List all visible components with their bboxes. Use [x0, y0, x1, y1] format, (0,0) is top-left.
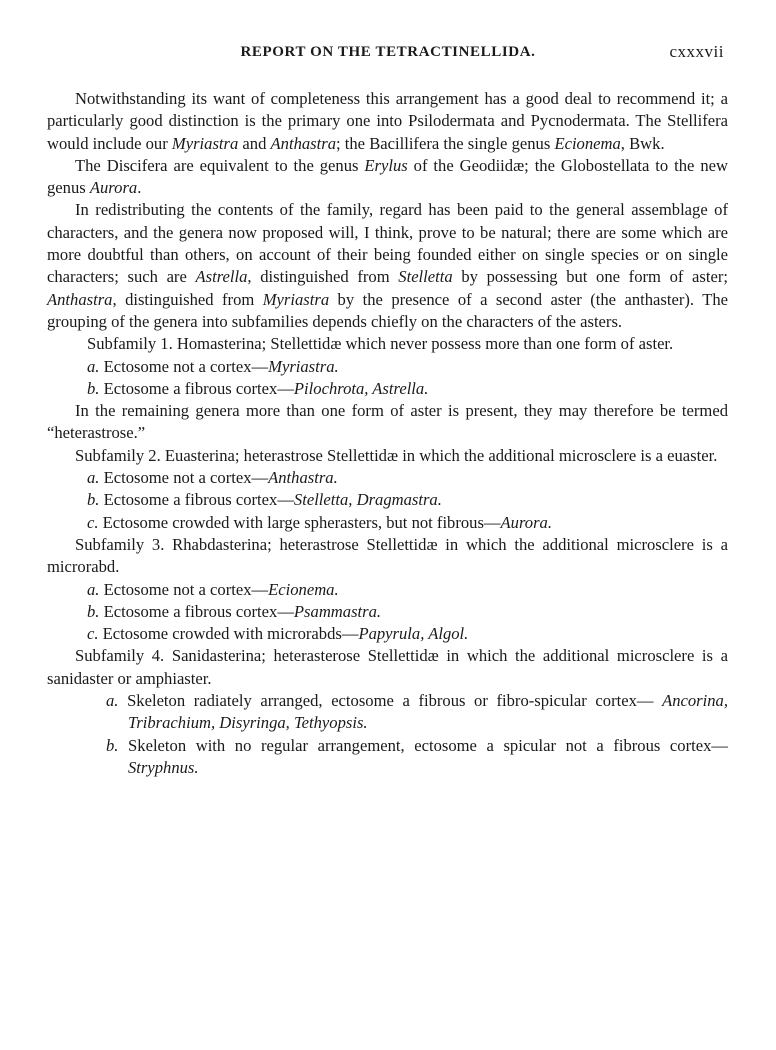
item-genera: Myriastra.: [268, 356, 339, 376]
item-text: Ectosome not a cortex—: [103, 579, 269, 599]
item-genera: Psammastra.: [293, 601, 382, 621]
subfamily-4-heading: Subfamily 4. Sanidasterina; heterasterose Stellettidæ in which the additional microsclere is a sanidaster or amphiaster.: [47, 646, 728, 688]
item-text: Ectosome not a cortex—: [103, 468, 269, 488]
item-text: Ectosome crowded with large spherasters, but not fibrous—: [102, 512, 501, 532]
item-text: Ectosome a fibrous cortex—: [103, 490, 294, 510]
genus-name: Anthastra: [47, 289, 113, 309]
item-genera: Ancorina, Tribrachium, Disyringa, Tethyopsis.: [128, 691, 728, 733]
genus-name: Myriastra: [171, 133, 239, 153]
item-label: b.: [87, 378, 100, 398]
item-label: a.: [106, 691, 119, 711]
paragraph-3: [47, 199, 728, 333]
paragraph-4: In the remaining genera more than one form of aster is present, they may therefore be termed “heterastrose.”: [47, 401, 728, 443]
subfamily-3-heading: Subfamily 3. Rhabdasterina; heterastrose Stellettidæ in which the additional microsclere is a microrabd.: [47, 534, 728, 577]
item-label: b.: [87, 490, 100, 510]
subfamily-2-item-b: [87, 489, 728, 511]
item-genera: Aurora.: [500, 512, 553, 532]
subfamily-4-item-a: [106, 690, 728, 735]
text-run: .: [137, 178, 142, 198]
subfamily-1-item-b: [87, 378, 728, 400]
genus-name: Erylus: [364, 155, 408, 175]
running-header-title: REPORT ON THE TETRACTINELLIDA.: [240, 44, 536, 60]
genus-name: Astrella: [195, 267, 248, 287]
item-label: c.: [87, 512, 99, 532]
genus-name: Myriastra: [262, 289, 330, 309]
text-run: In redistributing the contents of the family, regard has been paid to the general assemblage of characters, and the genera now proposed will, I think, prove to be natural; there are some which are more doubtful than others, on account of their being founded either on single species or on single characters; such are: [47, 200, 728, 287]
body-text: [47, 88, 728, 779]
item-genera: Stryphnus.: [128, 757, 199, 777]
text-run: by the presence of a second aster (the anthaster). The grouping of the genera into subfamilies depends chiefly on the characters of the asters.: [47, 289, 728, 331]
item-text: Ectosome crowded with microrabds—: [102, 624, 359, 644]
page-number: cxxxvii: [669, 42, 724, 61]
item-label: a.: [87, 356, 100, 376]
item-text: Ectosome a fibrous cortex—: [103, 378, 294, 398]
text-run: , Bwk.: [620, 133, 665, 153]
item-label: a.: [87, 468, 100, 488]
item-label: c.: [87, 624, 99, 644]
subfamily-4-item-b: [106, 735, 728, 780]
paragraph-2: [47, 155, 728, 200]
genus-name: Ecionema: [554, 133, 621, 153]
text-run: Notwithstanding its want of completeness this arrangement has a good deal to recommend it; a particularly good distinction is the primary one into Psilodermata and Pycnodermata. The Stellifera would include our: [47, 89, 728, 153]
text-run: ; the Bacillifera the single genus: [336, 133, 555, 153]
text-run: by possessing but one form of aster;: [452, 267, 728, 287]
subfamily-1-heading: Subfamily 1. Homasterina; Stellettidæ which never possess more than one form of aster.: [87, 334, 674, 354]
item-genera: Ecionema.: [268, 579, 339, 599]
item-text: Skeleton radiately arranged, ectosome a fibrous or fibro-spicular cortex—: [127, 691, 654, 711]
text-run: The Discifera are equivalent to the genus: [75, 155, 365, 175]
item-genera: Anthastra.: [268, 468, 338, 488]
item-text: Ectosome a fibrous cortex—: [103, 601, 294, 621]
subfamily-2-item-c: [87, 512, 728, 534]
item-label: a.: [87, 579, 100, 599]
text-run: , distinguished from: [247, 267, 399, 287]
item-genera: Papyrula, Algol.: [358, 624, 469, 644]
genus-name: Anthastra: [270, 133, 337, 153]
text-run: , distinguished from: [112, 289, 263, 309]
subfamily-3-item-b: [87, 601, 728, 623]
genus-name: Stelletta: [398, 267, 453, 287]
subfamily-2-heading: Subfamily 2. Euasterina; heterastrose Stellettidæ in which the additional microsclere is a euaster.: [75, 445, 718, 465]
item-label: b.: [106, 735, 119, 755]
item-text: Skeleton with no regular arrangement, ectosome a spicular not a fibrous cortex—: [128, 735, 728, 755]
subfamily-2-item-a: [87, 467, 728, 489]
item-text: Ectosome not a cortex—: [103, 356, 269, 376]
genus-name: Aurora: [89, 178, 138, 198]
paragraph-1: [47, 88, 728, 155]
subfamily-1-item-a: [87, 356, 728, 378]
text-run: of the Geodiidæ; the Globostellata to the new genus: [47, 155, 728, 198]
subfamily-3-item-a: [87, 579, 728, 601]
subfamily-3-item-c: [87, 623, 728, 645]
item-genera: Stelletta, Dragmastra.: [293, 490, 442, 510]
item-label: b.: [87, 601, 100, 621]
item-genera: Pilochrota, Astrella.: [293, 378, 429, 398]
text-run: and: [238, 133, 271, 153]
